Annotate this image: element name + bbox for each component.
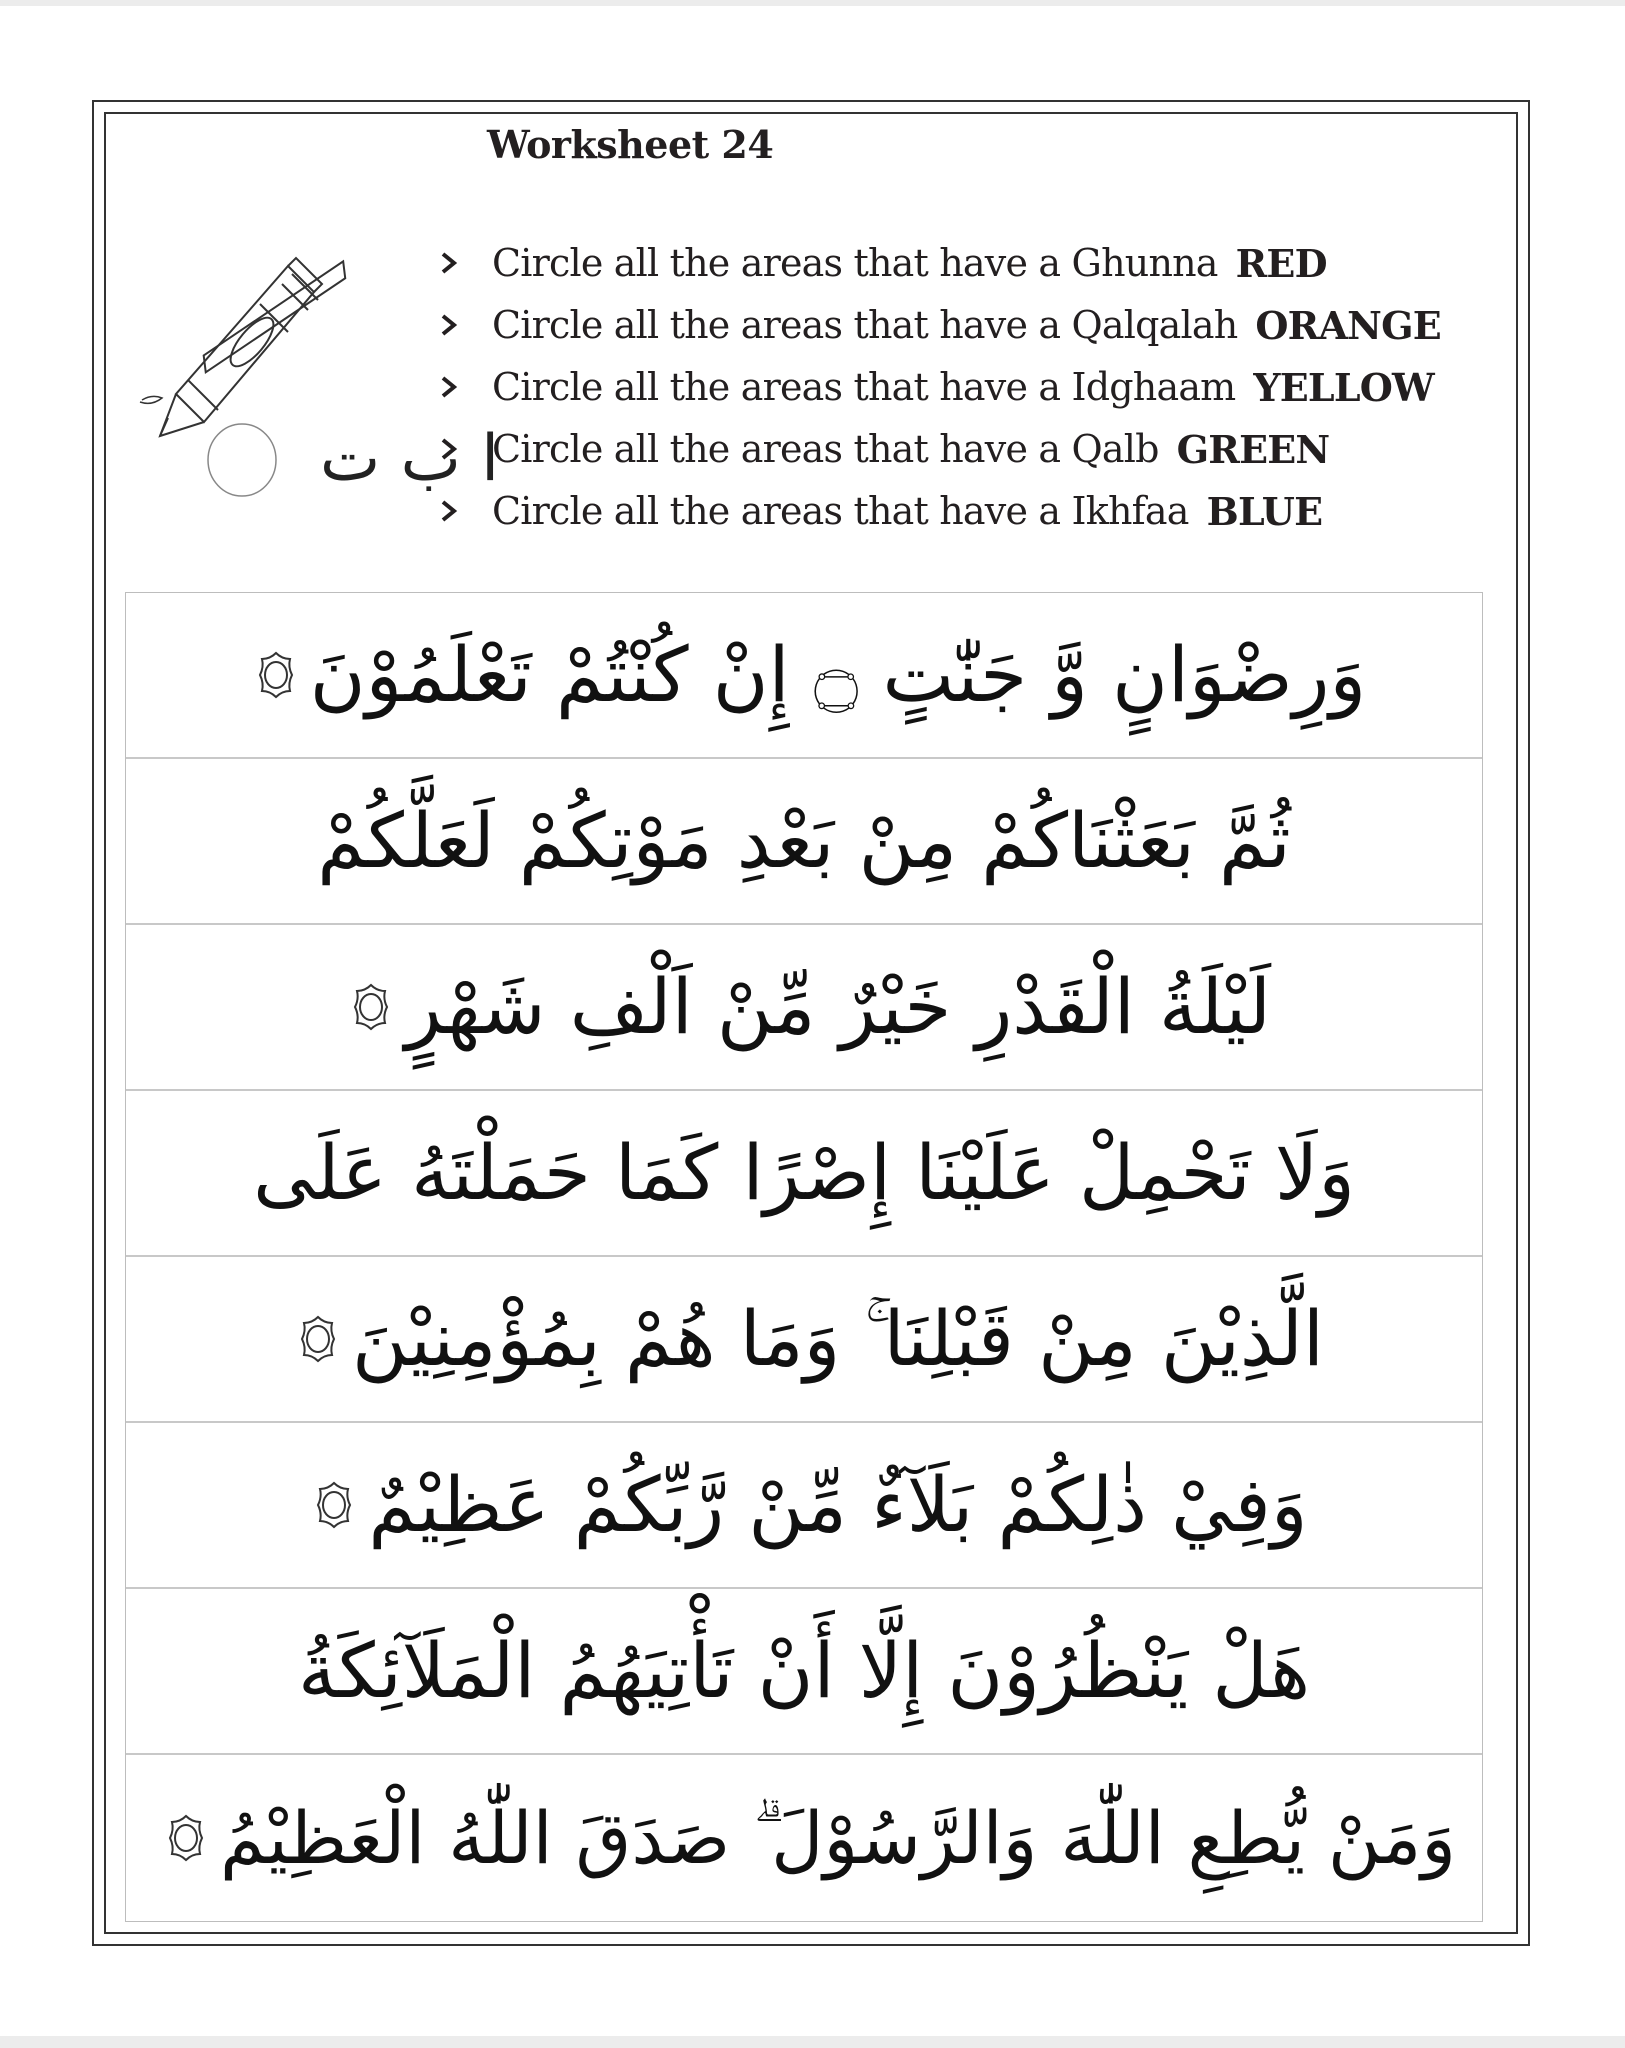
ayah-end-icon — [298, 1315, 338, 1363]
verse-row — [126, 759, 1482, 925]
chevron-right-icon — [440, 376, 492, 398]
verse-text: ثُمَّ بَعَثْنَاكُمْ مِنْ بَعْدِ مَوْتِكُمْ لَعَلَّكُمْ — [317, 796, 1291, 886]
verse-row — [126, 1257, 1482, 1423]
color-word: GREEN — [1176, 426, 1330, 472]
illustration-letters: ا ب ت — [320, 422, 499, 496]
verse-text: لَيْلَةُ الْقَدْرِ خَيْرٌ مِّنْ اَلْفِ شَهْرٍ — [404, 962, 1272, 1052]
worksheet-title: Worksheet 24 — [487, 122, 774, 167]
crayon-illustration — [132, 230, 499, 504]
verse-text: وَلَا تَحْمِلْ عَلَيْنَا إِصْرًا كَمَا حَمَلْتَهُ عَلَى — [253, 1128, 1355, 1218]
verse-text: وَفِيْ ذٰلِكُمْ بَلَآءٌ مِّنْ رَّبِّكُمْ عَظِيْمٌ — [368, 1460, 1308, 1550]
ayah-end-icon — [166, 1814, 206, 1862]
crayon-icon — [132, 230, 499, 500]
verse-text: وَرِضْوَانٍ وَّ جَنّٰتٍ ۝ إِنْ كُنْتُمْ تَعْلَمُوْنَ — [309, 630, 1367, 720]
verse-text: الَّذِيْنَ مِنْ قَبْلِنَا ۚ وَمَا هُمْ بِمُؤْمِنِيْنَ — [351, 1294, 1325, 1384]
instruction-ikhfaa: Circle all the areas that have a Ikhfaa BLUE — [440, 480, 1510, 542]
color-word: ORANGE — [1255, 302, 1441, 348]
color-word: BLUE — [1206, 488, 1323, 534]
ayah-end-icon — [351, 983, 391, 1031]
chevron-right-icon — [440, 252, 492, 274]
chevron-right-icon — [440, 438, 492, 460]
verse-row — [126, 1091, 1482, 1257]
verse-row — [126, 1755, 1482, 1921]
chevron-right-icon — [440, 314, 492, 336]
bottom-border-strip — [0, 2036, 1625, 2048]
top-border-strip — [0, 0, 1625, 6]
instruction-idghaam: Circle all the areas that have a Idghaam YELLOW — [440, 356, 1510, 418]
ayah-end-icon — [256, 651, 296, 699]
color-word: RED — [1235, 240, 1327, 286]
instruction-qalb: Circle all the areas that have a Qalb GREEN — [440, 418, 1510, 480]
color-word: YELLOW — [1253, 364, 1434, 410]
verse-text: هَلْ يَنْظُرُوْنَ إِلَّا أَنْ تَأْتِيَهُمُ الْمَلَآئِكَةُ — [297, 1626, 1311, 1716]
ayah-end-icon — [314, 1481, 354, 1529]
verse-row — [126, 925, 1482, 1091]
instructions-list — [440, 232, 1510, 542]
instruction-ghunna: Circle all the areas that have a Ghunna RED — [440, 232, 1510, 294]
chevron-right-icon — [440, 500, 492, 522]
verse-rows — [125, 592, 1483, 1922]
verse-row — [126, 1423, 1482, 1589]
verse-row — [126, 593, 1482, 759]
verse-row — [126, 1589, 1482, 1755]
verse-text: وَمَنْ يُّطِعِ اللّٰهَ وَالرَّسُوْلَ ۗ صَدَقَ اللّٰهُ الْعَظِيْمُ — [219, 1795, 1457, 1880]
instruction-qalqalah: Circle all the areas that have a Qalqalah ORANGE — [440, 294, 1510, 356]
